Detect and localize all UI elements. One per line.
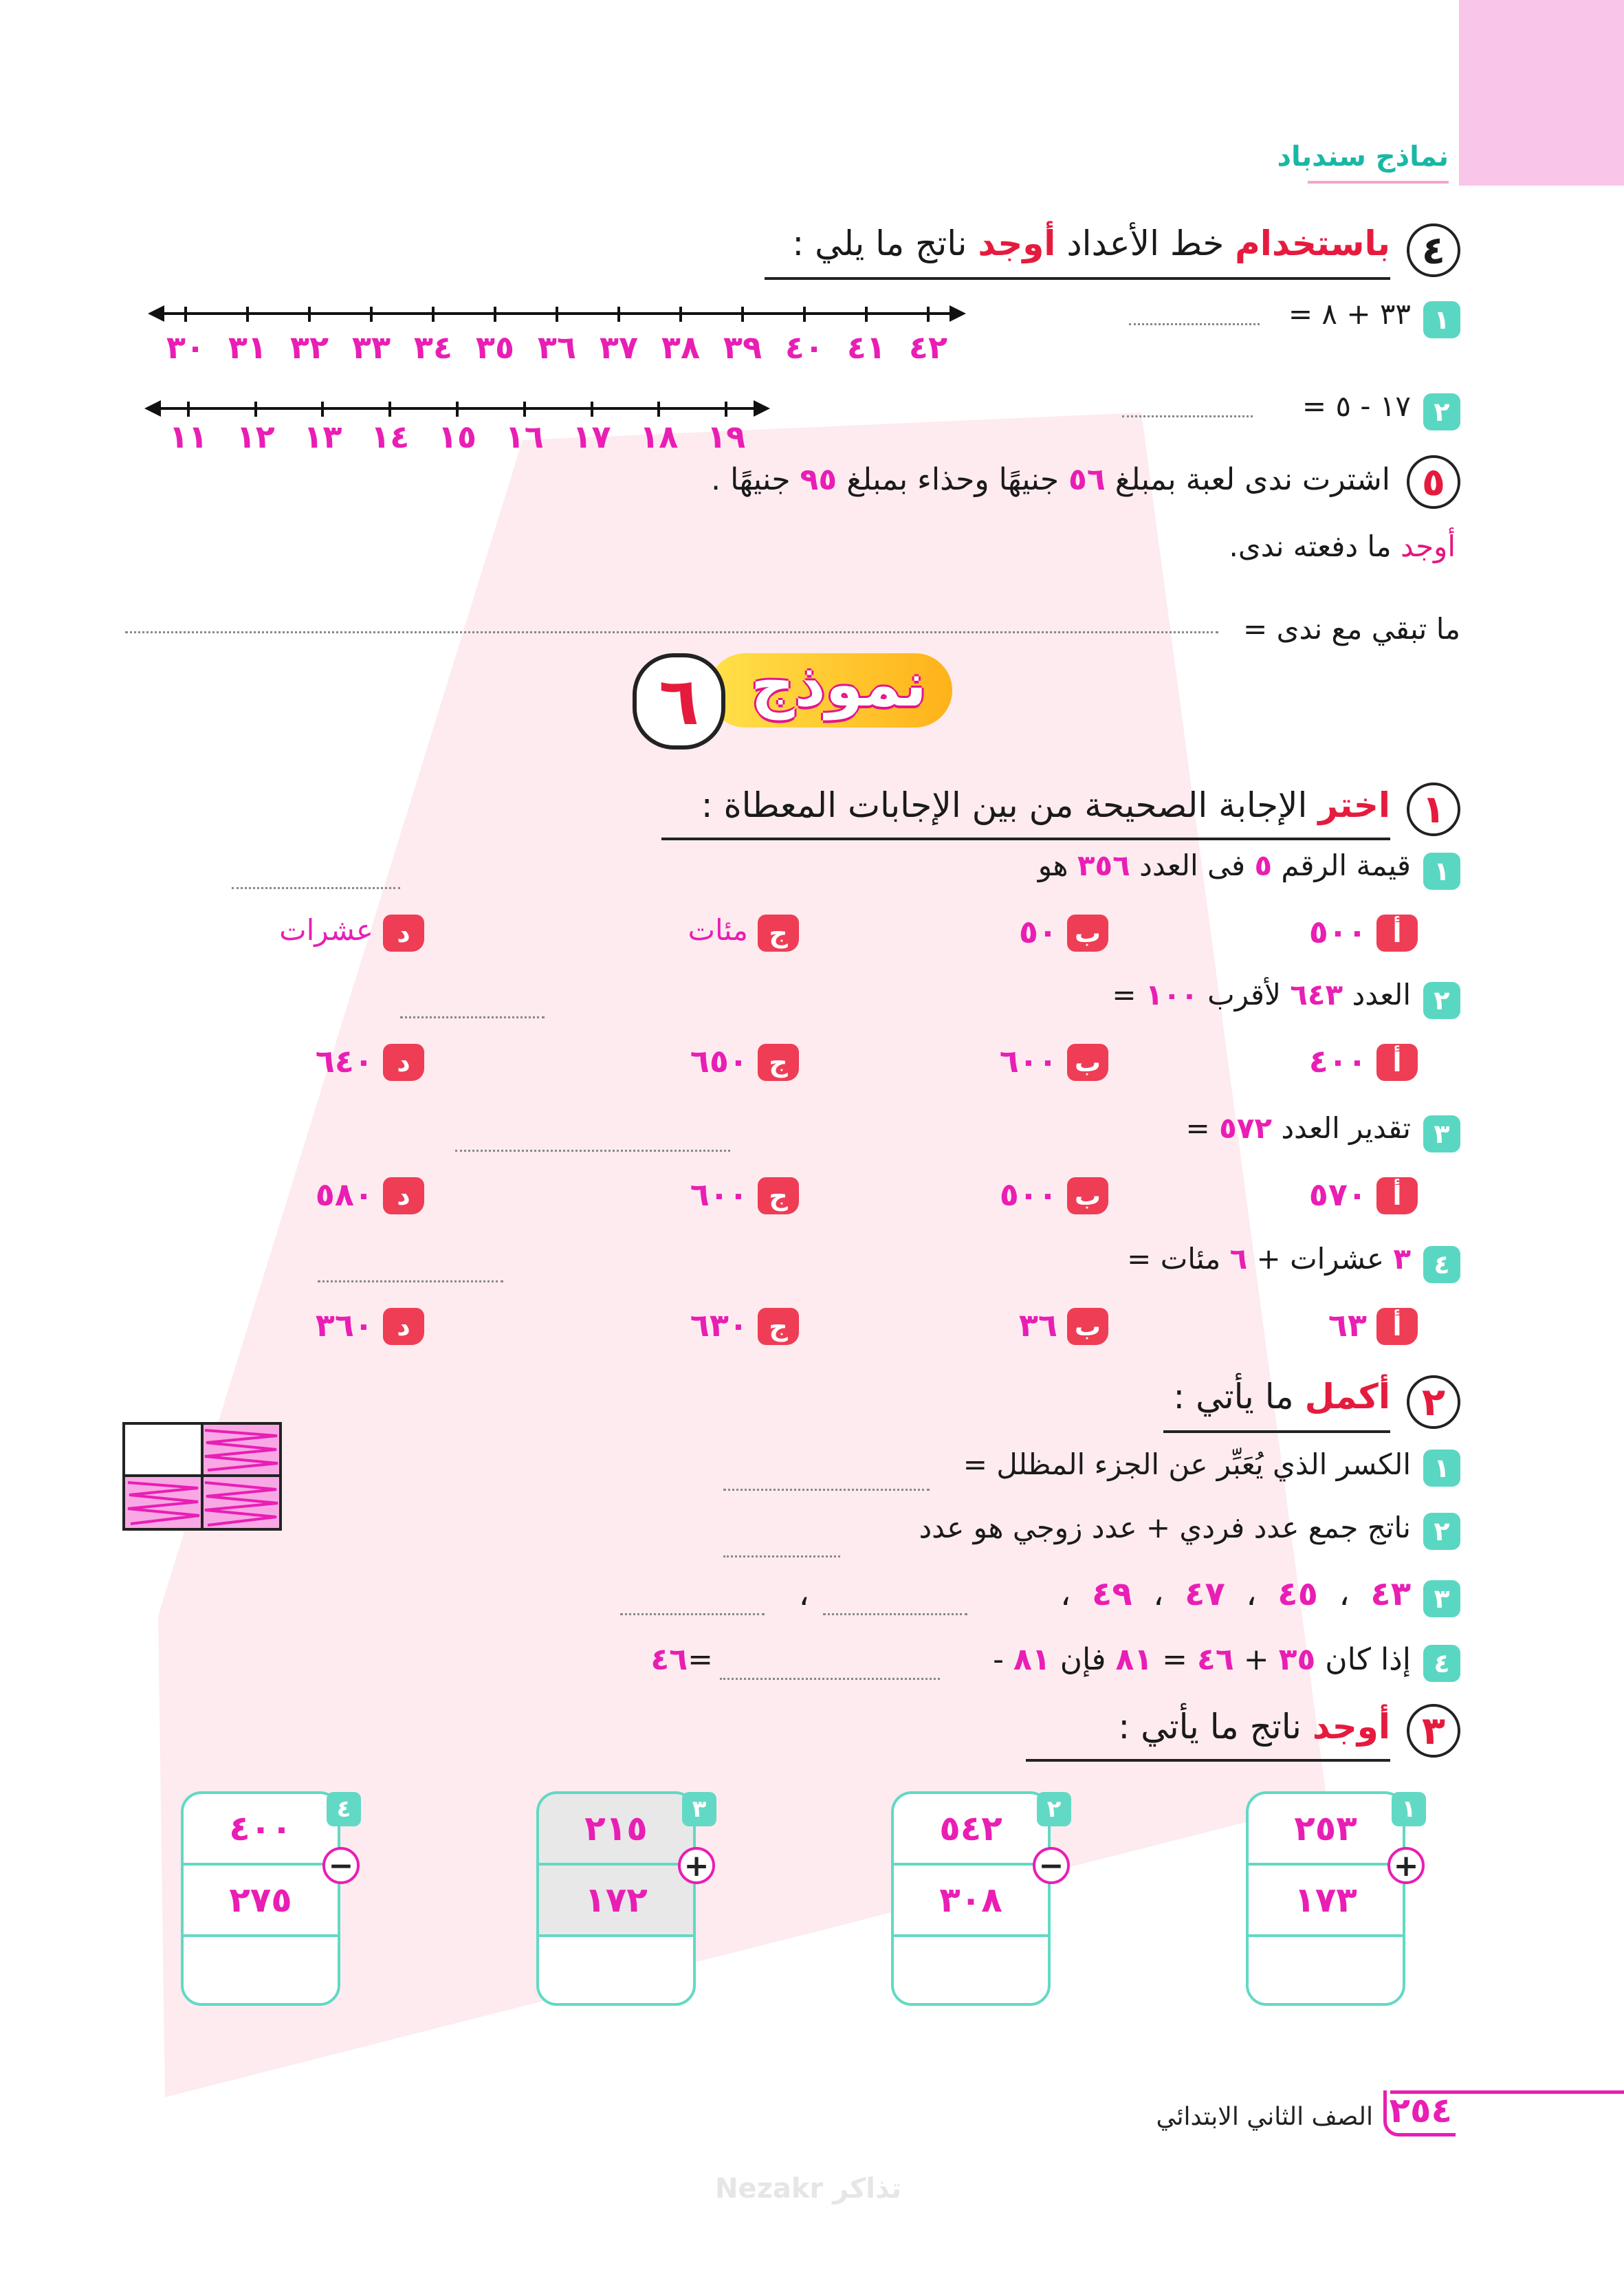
number-line-label: ٣٠ — [166, 329, 206, 366]
option-badge[interactable]: ب — [1067, 915, 1108, 952]
series-title-underline — [1308, 181, 1449, 184]
card-top-number: ٢١٥ — [584, 1808, 648, 1848]
number-line-label: ٣٨ — [661, 329, 701, 366]
item-number-badge: ١ — [1423, 301, 1460, 338]
number-line-label: ١١ — [168, 418, 208, 455]
item-number-badge: ١ — [1423, 1450, 1460, 1487]
question-number-badge: ١ — [1407, 783, 1460, 836]
number-line-tick — [927, 307, 930, 322]
number-line-label: ١٢ — [236, 418, 275, 455]
operator-icon: + — [678, 1847, 715, 1884]
option-badge[interactable]: ب — [1067, 1177, 1108, 1214]
number-sequence: ٤٣ ، ٤٥ ، ٤٧ ، ٤٩ ، — [1060, 1575, 1411, 1613]
question-title: أكمل ما يأتي : — [1173, 1377, 1390, 1417]
number-line-2-labels — [155, 418, 760, 459]
question-text: اشترت ندى لعبة بمبلغ ٥٦ جنيهًا وحذاء بمبلغ ٩٥ جنيهًا . — [711, 462, 1390, 497]
sequence-comma: ، — [798, 1575, 809, 1613]
option-value[interactable]: ٥٨٠ — [315, 1176, 373, 1213]
number-line-tick — [370, 307, 373, 322]
answer-blank[interactable] — [823, 1613, 967, 1615]
number-line-label: ٣٩ — [723, 329, 762, 366]
option-value[interactable]: ٦٣٠ — [690, 1307, 748, 1344]
item-number-badge: ٣ — [1423, 1580, 1460, 1617]
number-line-label: ٣١ — [228, 329, 267, 366]
card-number-badge: ٣ — [682, 1792, 716, 1826]
option-badge[interactable]: أ — [1376, 1044, 1418, 1081]
option-value[interactable]: ٤٠٠ — [1308, 1042, 1367, 1080]
option-badge[interactable]: ب — [1067, 1044, 1108, 1081]
item-number-badge: ٢ — [1423, 1513, 1460, 1550]
answer-blank[interactable] — [720, 1678, 940, 1680]
number-line-label: ٣٥ — [475, 329, 515, 366]
answer-blank[interactable] — [723, 1555, 840, 1557]
card-bottom-number: ١٧٣ — [1294, 1880, 1357, 1920]
answer-blank[interactable] — [1122, 415, 1253, 417]
expression: ١٧ - ٥ = — [1302, 389, 1411, 423]
number-line-label: ١٥ — [437, 418, 477, 455]
number-line-label: ١٦ — [505, 418, 544, 455]
find-instruction: أوجد ما دفعته ندى. — [1229, 529, 1456, 563]
number-line-tick — [254, 402, 257, 417]
item-question: العدد ٦٤٣ لأقرب ١٠٠ = — [1112, 978, 1411, 1012]
item-question: تقدير العدد ٥٧٢ = — [1185, 1111, 1411, 1145]
number-line-tick — [725, 402, 727, 417]
option-badge[interactable]: ج — [758, 1308, 799, 1345]
number-line-tick — [494, 307, 496, 322]
option-value[interactable]: ٦٥٠ — [690, 1042, 748, 1080]
operator-icon: + — [1387, 1847, 1425, 1884]
page-number: ٢٥٤ — [1389, 2090, 1452, 2130]
item-text: إذا كان ٣٥ + ٤٦ = ٨١ فإن ٨١ - — [993, 1642, 1411, 1677]
number-line-label: ٣٧ — [599, 329, 639, 366]
number-line-label: ٣٤ — [413, 329, 453, 366]
expression: ٣٣ + ٨ = — [1288, 297, 1411, 331]
title-underline — [661, 838, 1390, 840]
option-badge[interactable]: أ — [1376, 1177, 1418, 1214]
grade-label: الصف الثاني الابتدائي — [1156, 2103, 1373, 2131]
arithmetic-card — [891, 1791, 1051, 2006]
question-number-badge: ٤ — [1407, 223, 1460, 277]
item-text-tail: =٤٦ — [650, 1642, 713, 1677]
number-line-label: ٤١ — [846, 329, 886, 366]
option-value[interactable]: ٦٣ — [1328, 1307, 1367, 1344]
option-value[interactable]: عشرات — [279, 913, 373, 947]
remaining-text: ما تبقي مع ندى = — [1243, 612, 1460, 646]
answer-blank[interactable] — [620, 1613, 765, 1615]
answer-blank[interactable] — [455, 1150, 730, 1152]
operator-icon: − — [322, 1847, 360, 1884]
arithmetic-card — [1246, 1791, 1405, 2006]
answer-blank[interactable] — [125, 631, 1218, 633]
option-value[interactable]: ٣٦ — [1018, 1307, 1057, 1344]
answer-blank[interactable] — [723, 1489, 930, 1491]
title-underline — [1163, 1430, 1390, 1433]
number-line-label: ١٨ — [639, 418, 679, 455]
option-badge[interactable]: د — [383, 915, 424, 952]
question-title: اختر الإجابة الصحيحة من بين الإجابات المعطاة : — [701, 785, 1390, 825]
option-badge[interactable]: أ — [1376, 915, 1418, 952]
number-line-label: ٤٢ — [908, 329, 948, 366]
card-answer-area[interactable] — [184, 1937, 338, 2006]
card-top-number: ٢٥٣ — [1294, 1808, 1357, 1848]
item-number-badge: ١ — [1423, 853, 1460, 890]
number-line-1-labels — [155, 329, 959, 370]
item-number-badge: ٢ — [1423, 982, 1460, 1019]
question-number-badge: ٣ — [1407, 1704, 1460, 1758]
number-line-tick — [321, 402, 324, 417]
arithmetic-card — [181, 1791, 340, 2006]
number-line-label: ٤٠ — [784, 329, 824, 366]
card-number-badge: ٢ — [1037, 1792, 1071, 1826]
card-bottom-number: ٢٧٥ — [229, 1880, 292, 1920]
question-number-badge: ٢ — [1407, 1375, 1460, 1429]
item-question: ٣ عشرات + ٦ مئات = — [1127, 1242, 1411, 1276]
number-line-tick — [456, 402, 459, 417]
option-badge[interactable]: ب — [1067, 1308, 1108, 1345]
option-value[interactable]: ٥٧٠ — [1308, 1176, 1367, 1213]
card-bottom-number: ١٧٢ — [584, 1880, 648, 1920]
answer-blank[interactable] — [232, 887, 400, 889]
number-line-tick — [865, 307, 868, 322]
number-line-tick — [388, 402, 391, 417]
model-label: نموذج — [751, 649, 927, 720]
number-line-label: ٣٢ — [289, 329, 329, 366]
number-line-tick — [617, 307, 620, 322]
option-badge[interactable]: ج — [758, 915, 799, 952]
card-top-number: ٤٠٠ — [229, 1808, 292, 1848]
question-title: باستخدام خط الأعداد أوجد ناتج ما يلي : — [792, 223, 1390, 263]
card-answer-area[interactable] — [1249, 1937, 1403, 2006]
option-value[interactable]: ٥٠٠ — [999, 1176, 1057, 1213]
card-number-badge: ٤ — [327, 1792, 361, 1826]
option-value[interactable]: ٦٠٠ — [999, 1042, 1057, 1080]
answer-blank[interactable] — [1129, 323, 1260, 325]
title-underline — [1026, 1759, 1390, 1762]
series-title: نماذج سندباد — [1277, 141, 1449, 173]
number-line-tick — [523, 402, 526, 417]
number-line-tick — [679, 307, 682, 322]
title-underline — [765, 277, 1390, 280]
answer-blank[interactable] — [400, 1016, 545, 1018]
number-line-tick — [657, 402, 660, 417]
item-number-badge: ٣ — [1423, 1115, 1460, 1152]
option-value[interactable]: ٦٠٠ — [690, 1176, 748, 1213]
option-badge[interactable]: د — [383, 1044, 424, 1081]
option-badge[interactable]: أ — [1376, 1308, 1418, 1345]
number-line-tick — [187, 402, 190, 417]
card-answer-area[interactable] — [539, 1937, 693, 2006]
card-bottom-number: ٣٠٨ — [939, 1880, 1002, 1920]
item-number-badge: ٢ — [1423, 393, 1460, 430]
number-line-label: ١٣ — [303, 418, 342, 455]
logo-watermark: Nezakr تذاكر — [715, 2173, 902, 2205]
number-line-label: ١٧ — [572, 418, 611, 455]
model-number-badge: ٦ — [633, 653, 725, 750]
option-value[interactable]: ٣٦٠ — [315, 1307, 373, 1344]
number-line-tick — [556, 307, 558, 322]
item-text: ناتج جمع عدد فردي + عدد زوجي هو عدد — [919, 1511, 1411, 1544]
number-line-tick — [184, 307, 187, 322]
option-badge[interactable]: د — [383, 1308, 424, 1345]
question-number-badge: ٥ — [1407, 455, 1460, 509]
number-line-tick — [308, 307, 311, 322]
number-line-tick — [246, 307, 249, 322]
answer-blank[interactable] — [318, 1280, 503, 1282]
number-line-label: ١٩ — [707, 418, 746, 455]
shaded-fraction-grid — [122, 1422, 282, 1531]
item-text: الكسر الذي يُعَبِّر عن الجزء المظلل = — [963, 1447, 1411, 1481]
number-line-tick — [741, 307, 744, 322]
option-badge[interactable]: ج — [758, 1177, 799, 1214]
number-line-tick — [803, 307, 806, 322]
item-number-badge: ٤ — [1423, 1246, 1460, 1283]
item-number-badge: ٤ — [1423, 1645, 1460, 1682]
number-line-label: ٣٦ — [537, 329, 577, 366]
option-value[interactable]: مئات — [688, 913, 748, 947]
option-value[interactable]: ٥٠ — [1018, 913, 1057, 950]
card-answer-area[interactable] — [894, 1937, 1048, 2006]
option-badge[interactable]: د — [383, 1177, 424, 1214]
card-number-badge: ١ — [1392, 1792, 1426, 1826]
number-line-tick — [591, 402, 593, 417]
option-value[interactable]: ٦٤٠ — [315, 1042, 373, 1080]
option-badge[interactable]: ج — [758, 1044, 799, 1081]
option-value[interactable]: ٥٠٠ — [1308, 913, 1367, 950]
question-title: أوجد ناتج ما يأتي : — [1118, 1707, 1390, 1747]
item-question: قيمة الرقم ٥ فى العدد ٣٥٦ هو — [1038, 849, 1411, 882]
card-top-number: ٥٤٢ — [939, 1808, 1002, 1848]
number-line-label: ٣٣ — [351, 329, 391, 366]
operator-icon: − — [1033, 1847, 1070, 1884]
number-line-tick — [432, 307, 435, 322]
number-line-label: ١٤ — [371, 418, 410, 455]
arithmetic-card — [536, 1791, 696, 2006]
